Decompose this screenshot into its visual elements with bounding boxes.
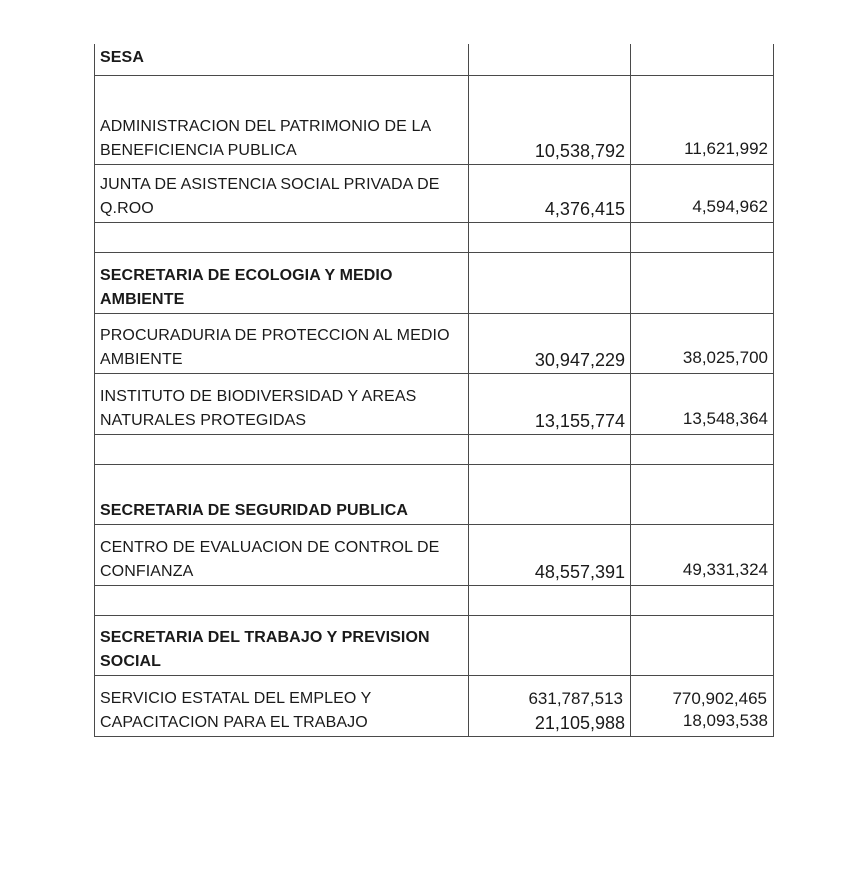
row-value-col2: 48,557,391 — [469, 525, 631, 586]
row-value-col2 — [469, 44, 631, 76]
row-label: SESA — [95, 44, 469, 76]
row-value-col3 — [631, 253, 774, 314]
table-row-spacer — [95, 586, 774, 616]
row-value-col2 — [469, 253, 631, 314]
row-value-col2 — [469, 586, 631, 616]
table-row — [95, 165, 774, 223]
row-value-col2 — [469, 435, 631, 465]
row-value-col2 — [469, 223, 631, 253]
section-heading: SECRETARIA DE SEGURIDAD PUBLICA — [95, 465, 469, 525]
row-value-col2: 21,105,988 — [469, 676, 631, 737]
table-row-spacer — [95, 435, 774, 465]
row-value-col3 — [631, 435, 774, 465]
row-value-col3 — [631, 616, 774, 676]
section-heading: SECRETARIA DE ECOLOGIA Y MEDIO AMBIENTE — [95, 253, 469, 314]
row-value-col2: 10,538,792 — [469, 76, 631, 165]
row-value-col3: 38,025,700 — [631, 314, 774, 374]
row-label: PROCURADURIA DE PROTECCION AL MEDIO AMBIENTE — [95, 314, 469, 374]
row-value-col3: 13,548,364 — [631, 374, 774, 435]
row-label: INSTITUTO DE BIODIVERSIDAD Y AREAS NATURALES PROTEGIDAS — [95, 374, 469, 435]
row-label: CENTRO DE EVALUACION DE CONTROL DE CONFIANZA — [95, 525, 469, 586]
row-value-col3: 49,331,324 — [631, 525, 774, 586]
row-value-col3 — [631, 223, 774, 253]
section-heading: SECRETARIA DEL TRABAJO Y PREVISION SOCIAL — [95, 616, 469, 676]
row-value-col2: 30,947,229 — [469, 314, 631, 374]
row-value-col3: 4,594,962 — [631, 165, 774, 223]
table-row — [95, 525, 774, 586]
table-row-spacer — [95, 223, 774, 253]
table-row-sesa — [95, 44, 774, 76]
table-row-section-heading — [95, 616, 774, 676]
grand-total-col2: 631,787,513 — [528, 689, 623, 708]
row-label — [95, 586, 469, 616]
row-value-col3 — [631, 44, 774, 76]
row-label: ADMINISTRACION DEL PATRIMONIO DE LA BENEFICIENCIA PUBLICA — [95, 76, 469, 165]
row-value-col2: 13,155,774 — [469, 374, 631, 435]
row-label: SERVICIO ESTATAL DEL EMPLEO Y CAPACITACION PARA EL TRABAJO — [95, 676, 469, 737]
row-label: JUNTA DE ASISTENCIA SOCIAL PRIVADA DE Q.ROO — [95, 165, 469, 223]
row-value-col3: 11,621,992 — [631, 76, 774, 165]
row-value-col2 — [469, 616, 631, 676]
row-label — [95, 223, 469, 253]
grand-total-col3: 770,902,465 — [672, 689, 767, 708]
table-row-section-heading — [95, 465, 774, 525]
row-value-col3 — [631, 586, 774, 616]
row-value-col2 — [469, 465, 631, 525]
row-label — [95, 435, 469, 465]
table-row-section-heading — [95, 253, 774, 314]
table-row — [95, 76, 774, 165]
row-value-col3 — [631, 465, 774, 525]
budget-table — [94, 44, 774, 737]
table-row — [95, 314, 774, 374]
row-value-col2: 4,376,415 — [469, 165, 631, 223]
table-row — [95, 374, 774, 435]
row-value-col3: 18,093,538 — [631, 676, 774, 737]
